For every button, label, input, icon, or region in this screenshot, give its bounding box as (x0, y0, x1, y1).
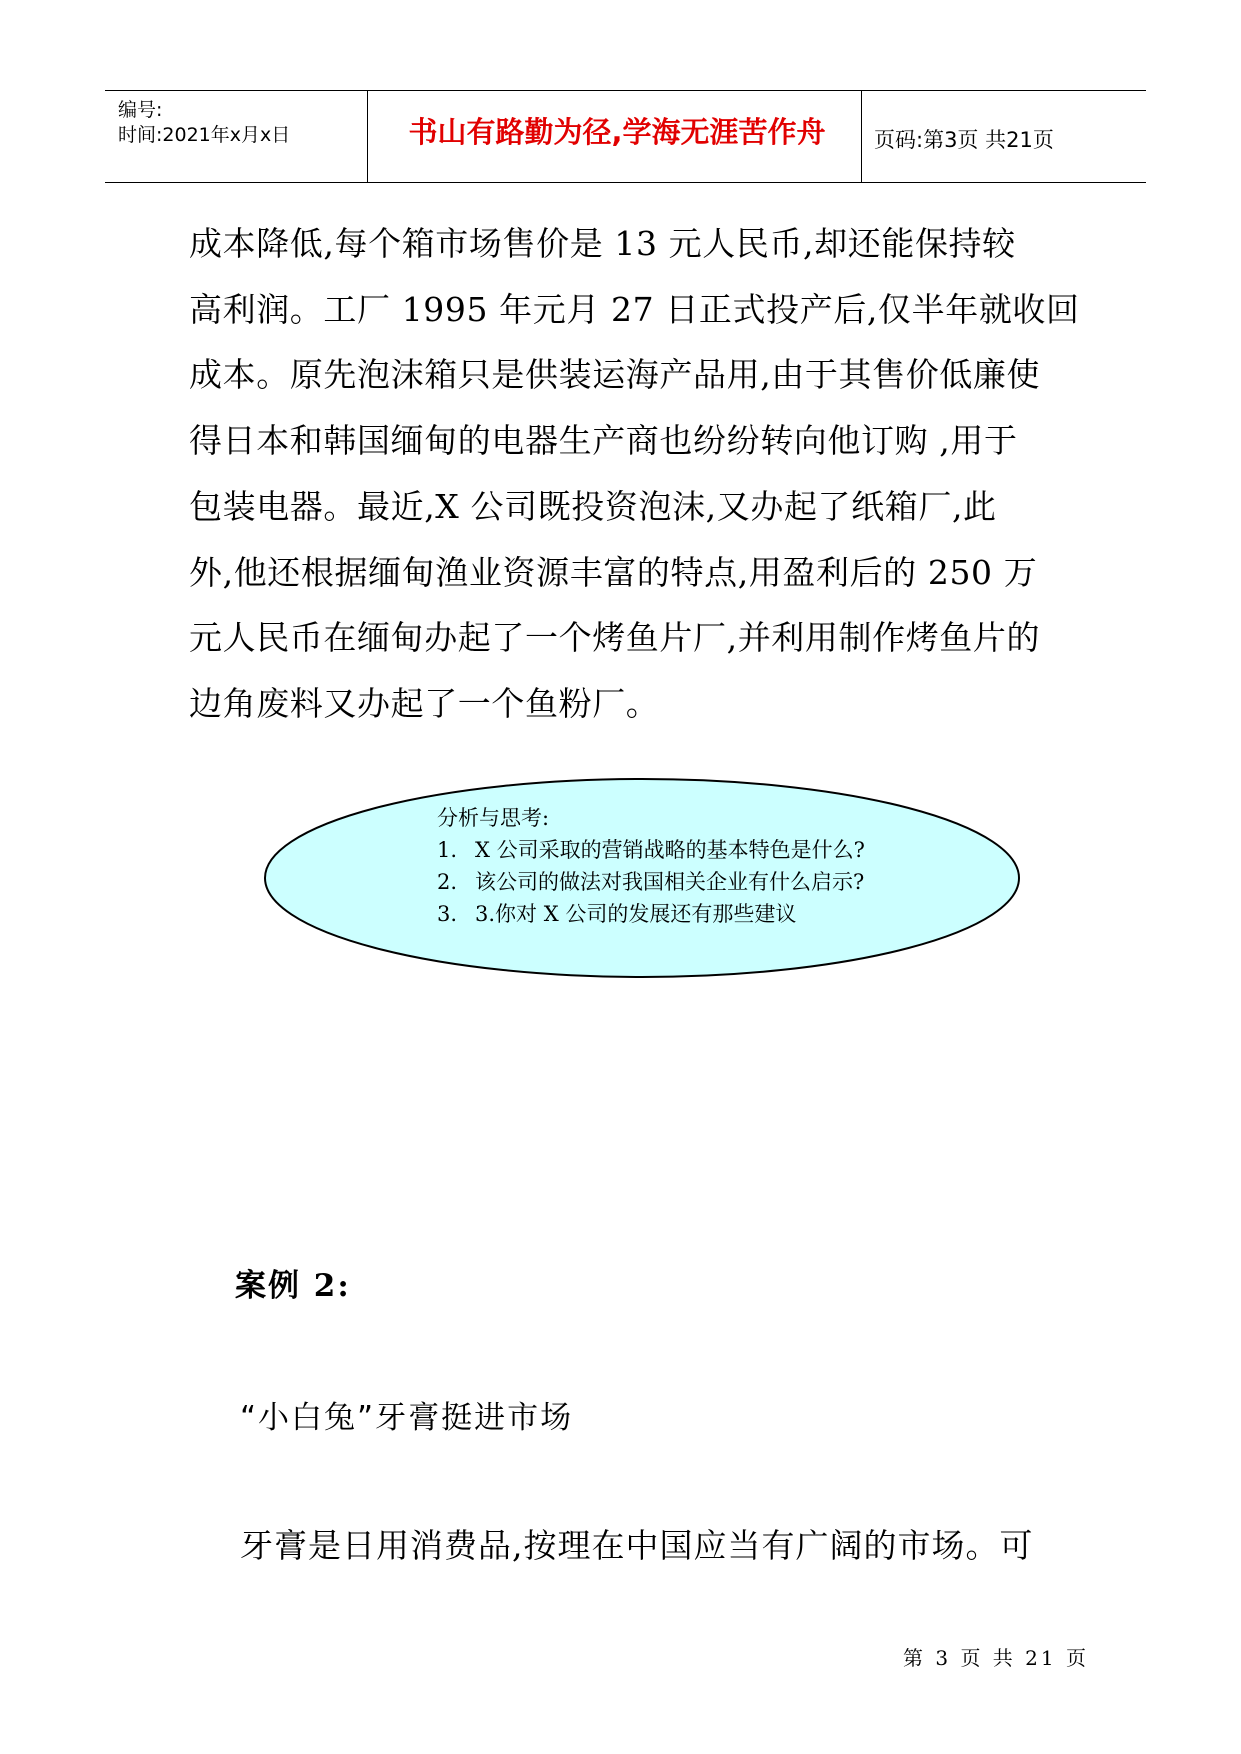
document-time-label: 时间:2021年x月x日 (118, 124, 291, 146)
body-line: 成本。原先泡沫箱只是供装运海产品用,由于其售价低廉使 (189, 355, 1041, 394)
callout-title: 分析与思考: (437, 806, 550, 830)
case-title: “小白兔”牙膏挺进市场 (240, 1400, 574, 1436)
body-line: 边角废料又办起了一个鱼粉厂。 (189, 684, 660, 723)
body-line: 成本降低,每个箱市场售价是 13 元人民币,却还能保持较 (189, 224, 1016, 263)
analysis-callout (262, 777, 1022, 979)
body-line: 高利润。工厂 1995 年元月 27 日正式投产后,仅半年就收回 (189, 290, 1080, 329)
question-text: 3.你对 X 公司的发展还有那些建议 (475, 902, 797, 926)
case-paragraph: 牙膏是日用消费品,按理在中国应当有广阔的市场。可 (240, 1526, 1034, 1565)
callout-question (437, 898, 865, 930)
callout-question (437, 834, 865, 866)
body-line: 外,他还根据缅甸渔业资源丰富的特点,用盈利后的 250 万 (189, 553, 1038, 592)
question-number: 1. (437, 838, 458, 862)
question-text: X 公司采取的营销战略的基本特色是什么? (475, 838, 865, 862)
header-page-code: 页码:第3页 共21页 (874, 128, 1054, 152)
header-bottom-rule (105, 182, 1146, 183)
question-number: 2. (437, 870, 458, 894)
callout-question (437, 866, 865, 898)
document-number-label: 编号: (118, 99, 163, 121)
header-top-rule (105, 90, 1146, 91)
body-line: 包装电器。最近,X 公司既投资泡沫,又办起了纸箱厂,此 (189, 487, 997, 526)
callout-text (437, 802, 865, 930)
question-number: 3. (437, 902, 458, 926)
question-text: 该公司的做法对我国相关企业有什么启示? (475, 870, 865, 894)
body-line: 元人民币在缅甸办起了一个烤鱼片厂,并利用制作烤鱼片的 (189, 618, 1041, 657)
header-divider-left (367, 90, 368, 182)
body-line: 得日本和韩国缅甸的电器生产商也纷纷转向他订购 ,用于 (189, 421, 1018, 460)
header-motto: 书山有路勤为径,学海无涯苦作舟 (408, 115, 826, 149)
case-heading: 案例 2: (235, 1268, 351, 1304)
page-footer: 第 3 页 共 21 页 (903, 1646, 1089, 1670)
